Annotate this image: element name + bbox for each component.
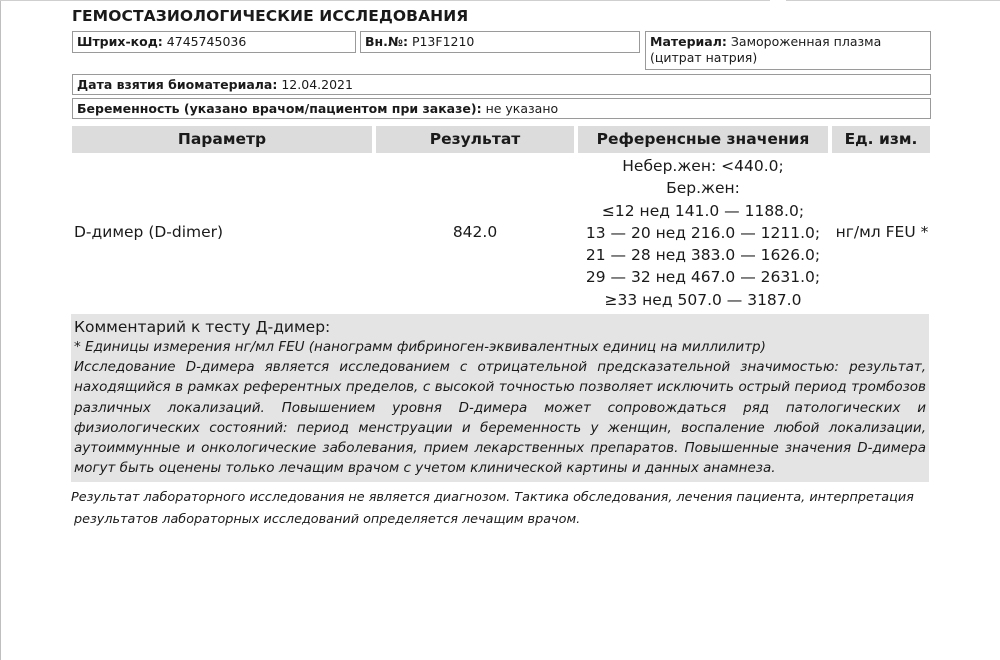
top-divider <box>0 0 770 1</box>
column-header-units: Ед. изм. <box>832 126 930 153</box>
comment-units-note: * Единицы измерения нг/мл FEU (нанограмм фибриноген-эквивалентных единиц на миллилитр) <box>74 339 766 355</box>
material-value: Замороженная плазма (цитрат натрия) <box>650 34 882 65</box>
pregnancy-field <box>72 98 931 119</box>
reference-line: Небер.жен: <440.0; <box>622 157 784 175</box>
reference-line: 21 — 28 нед 383.0 — 1626.0; <box>585 246 821 265</box>
sample-date-value: 12.04.2021 <box>281 77 353 92</box>
barcode-value: 4745745036 <box>166 34 247 49</box>
reference-line: Бер.жен: <box>666 179 740 198</box>
reference-line: ≤12 нед 141.0 — 1188.0; <box>601 201 805 220</box>
reference-line: 13 — 20 нед 216.0 — 1211.0; <box>585 223 821 242</box>
top-divider-right <box>786 0 1000 1</box>
disclaimer-line: Результат лабораторного исследования не является диагнозом. Тактика обследования, лечения пациента, интерпретация <box>71 490 914 505</box>
comment-block <box>71 314 929 482</box>
reference-line: 29 — 32 нед 467.0 — 2631.0; <box>585 268 821 287</box>
material-field <box>645 31 931 70</box>
column-header-result: Результат <box>376 126 574 153</box>
barcode-label: Штрих-код: <box>77 34 163 49</box>
result-value: 842.0 <box>452 223 498 241</box>
internal-number-label: Вн.№: <box>365 34 408 49</box>
barcode-field <box>72 31 356 53</box>
material-label: Материал: <box>650 34 727 49</box>
units-value: нг/мл FEU * <box>835 223 929 241</box>
internal-number-field <box>360 31 640 53</box>
pregnancy-value: не указано <box>485 101 559 116</box>
comment-title: Комментарий к тесту Д-димер: <box>74 318 331 336</box>
page-edge <box>0 0 1 660</box>
reference-values <box>578 155 828 311</box>
column-header-param: Параметр <box>72 126 372 153</box>
comment-body: Исследование D-димера является исследованием с отрицательной предсказательной значимостью: результат, находящийся в рамках референтных пределов, с высокой точностью позволяет исключить острый период тромбозов различных локализаций. Повышением уровня D-димера может сопровождаться ряд патологических и физиологических состояний: период менструации и беременность у женщин, воспаление любой локализации, аутоиммунные и онкологические заболевания, прием лекарственных препаратов. Повышенные значения D-димера могут быть оценены только лечащим врачом с учетом клинической картины и данных анамнеза. <box>74 359 926 477</box>
sample-date-label: Дата взятия биоматериала: <box>77 77 278 92</box>
section-title: ГЕМОСТАЗИОЛОГИЧЕСКИЕ ИССЛЕДОВАНИЯ <box>72 7 469 25</box>
param-name: D-димер (D-dimer) <box>74 223 224 241</box>
disclaimer <box>71 487 933 531</box>
column-header-refs: Референсные значения <box>578 126 828 153</box>
disclaimer-line: результатов лабораторных исследований определяется лечащим врачом. <box>74 512 581 527</box>
sample-date-field <box>72 74 931 95</box>
reference-line: ≥33 нед 507.0 — 3187.0 <box>604 290 802 309</box>
pregnancy-label: Беременность (указано врачом/пациентом при заказе): <box>77 101 482 116</box>
internal-number-value: P13F1210 <box>411 34 475 49</box>
